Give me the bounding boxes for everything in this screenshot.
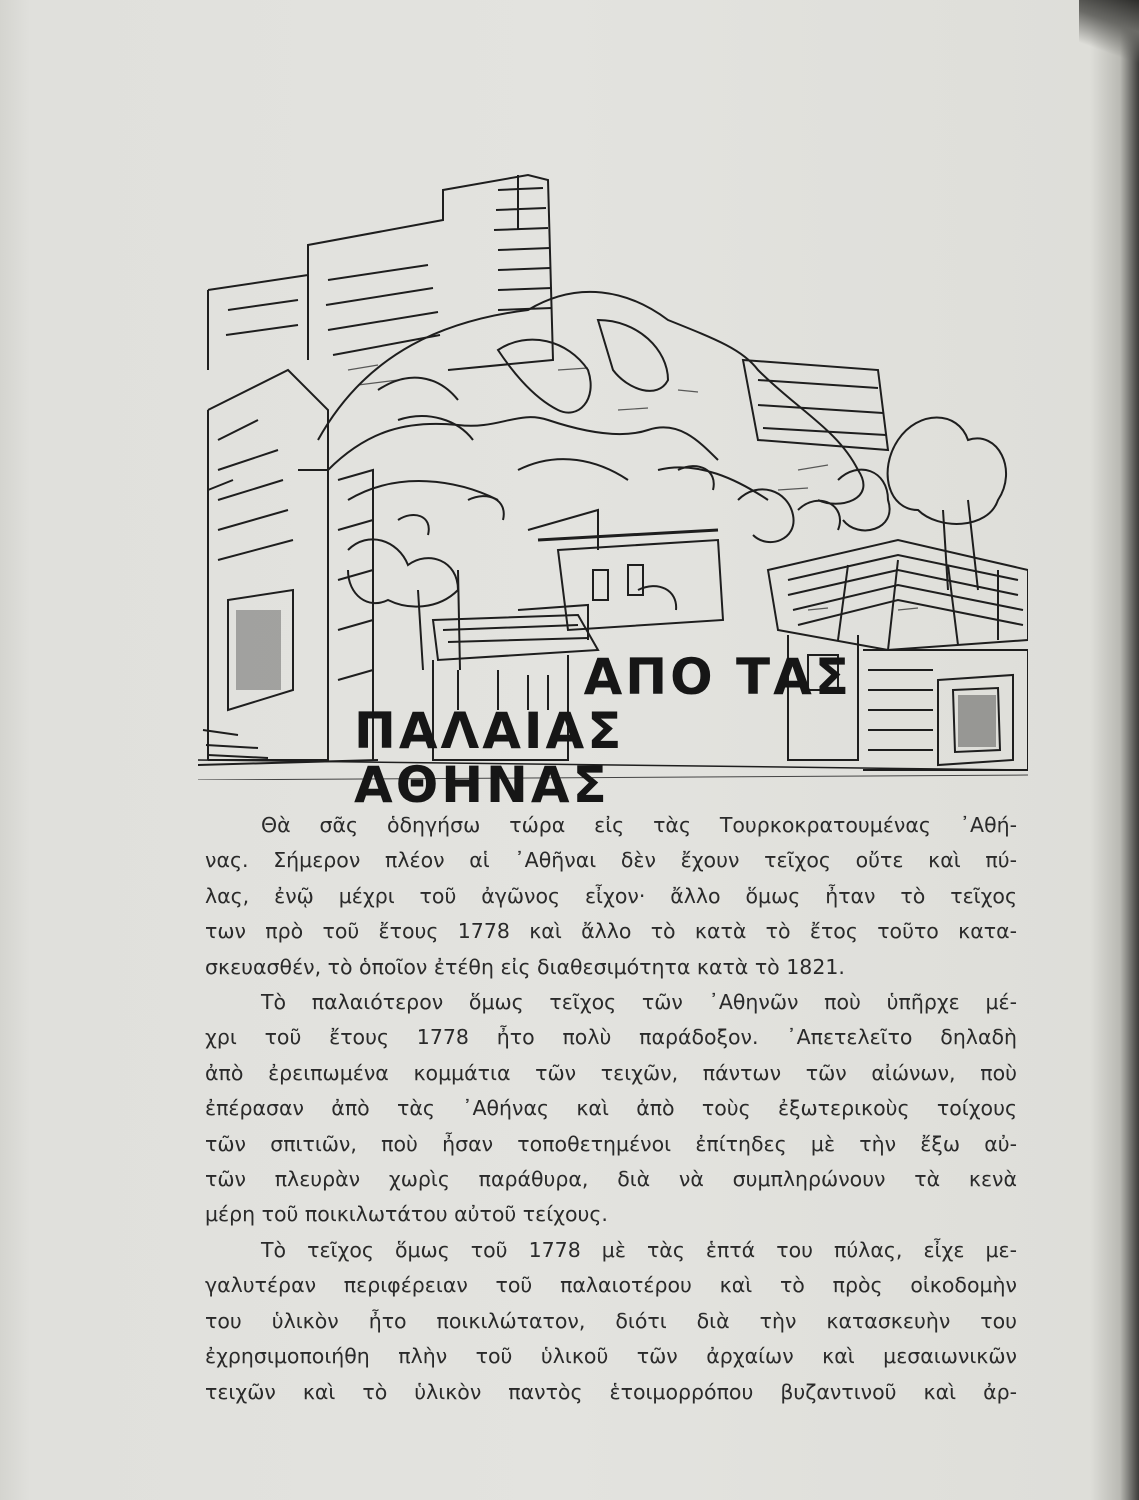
text-line: του ὑλικὸν ἦτο ποικιλώτατον, διότι διὰ τὴν κατασκευὴν του	[205, 1308, 1017, 1333]
text-line: γαλυτέραν περιφέρειαν τοῦ παλαιοτέρου καὶ τὸ πρὸς οἰκοδομὴν	[205, 1273, 1017, 1298]
page-corner-shadow	[1079, 0, 1139, 70]
text-line: ἐπέρασαν ἀπὸ τὰς ᾿Αθήνας καὶ ἀπὸ τοὺς ἐξωτερικοὺς τοίχους	[205, 1096, 1017, 1121]
text-line: νας. Σήμερον πλέον αἱ ᾿Αθῆναι δὲν ἔχουν τεῖχος οὔτε καὶ πύ-	[205, 848, 1017, 873]
text-line: ἀπὸ ἐρειπωμένα κομμάτια τῶν τειχῶν, πάντων τῶν αἰώνων, ποὺ	[205, 1060, 1017, 1085]
text-line: τῶν πλευρὰν χωρὶς παράθυρα, διὰ νὰ συμπληρώνουν τὰ κενὰ	[205, 1167, 1017, 1192]
chapter-title-line-1: ΑΠΟ ΤΑΣ	[583, 648, 852, 706]
text-line: τῶν σπιτιῶν, ποὺ ἦσαν τοποθετημένοι ἐπίτηδες μὲ τὴν ἔξω αὐ-	[205, 1131, 1017, 1156]
text-line: Τὸ παλαιότερον ὅμως τεῖχος τῶν ᾿Αθηνῶν ποὺ ὑπῆρχε μέ-	[261, 990, 1017, 1015]
text-line: μέρη τοῦ ποικιλωτάτου αὐτοῦ τείχους.	[205, 1202, 608, 1227]
text-line: ἐχρησιμοποιήθη πλὴν τοῦ ὑλικοῦ τῶν ἀρχαίων καὶ μεσαιωνικῶν	[205, 1344, 1017, 1369]
chapter-title	[354, 650, 854, 812]
text-line: τειχῶν καὶ τὸ ὑλικὸν παντὸς ἑτοιμορρόπου βυζαντινοῦ καὶ ἀρ-	[205, 1379, 1017, 1404]
text-line: Θὰ σᾶς ὁδηγήσω τώρα εἰς τὰς Τουρκοκρατουμένας ᾿Αθή-	[261, 813, 1017, 837]
text-line: των πρὸ τοῦ ἔτους 1778 καὶ ἄλλο τὸ κατὰ τὸ ἔτος τοῦτο κατα-	[205, 919, 1017, 944]
text-line: Τὸ τεῖχος ὅμως τοῦ 1778 μὲ τὰς ἑπτά του πύλας, εἶχε με-	[261, 1237, 1017, 1262]
chapter-title-line-2: ΠΑΛΑΙΑΣ ΑΘΗΝΑΣ	[354, 702, 625, 814]
text-line: λας, ἐνῷ μέχρι τοῦ ἀγῶνος εἶχον· ἄλλο ὅμως ἦταν τὸ τεῖχος	[205, 883, 1017, 908]
body-text	[205, 808, 1017, 1410]
text-line: χρι τοῦ ἔτους 1778 ἦτο πολὺ παράδοξον. ᾿Απετελεῖτο δηλαδὴ	[205, 1025, 1017, 1050]
text-line: σκευασθέν, τὸ ὁποῖον ἐτέθη εἰς διαθεσιμότητα κατὰ τὸ 1821.	[205, 954, 845, 979]
